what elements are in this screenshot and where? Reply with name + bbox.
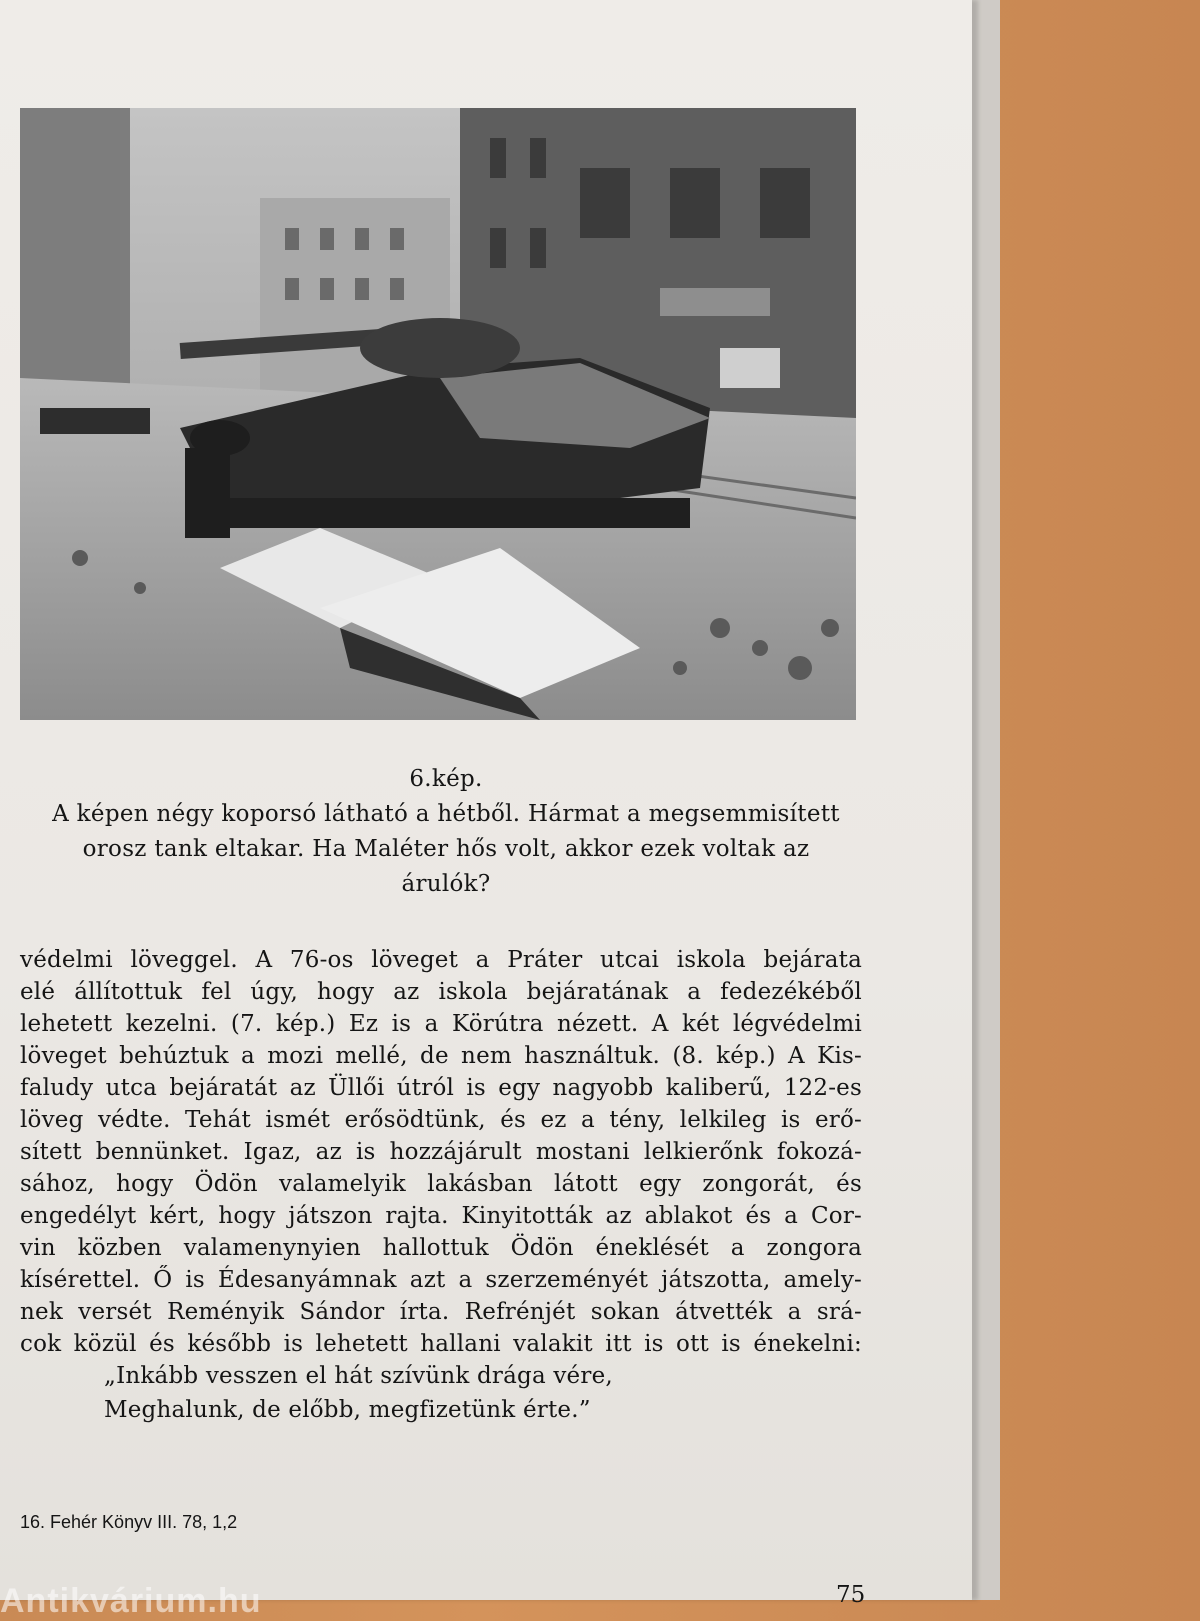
text-line: löveget behúztuk a mozi mellé, de nem használtuk. (8. kép.) A Kis- [20, 1043, 862, 1069]
watermark: Antikvárium.hu [0, 1582, 262, 1620]
historical-photo [20, 108, 856, 720]
text-line: faludy utca bejáratát az Üllői útról is egy nagyobb kaliberű, 122-es [20, 1075, 862, 1101]
body-text [20, 944, 862, 1428]
photo-caption [20, 762, 872, 902]
text-line: védelmi löveggel. A 76-os löveget a Práter utcai iskola bejárata [20, 947, 862, 973]
verse-line: Meghalunk, de előbb, megfizetünk érte.” [104, 1397, 591, 1423]
text-line: vin közben valamenynyien hallottuk Ödön éneklését a zongora [20, 1235, 862, 1261]
text-line: engedélyt kért, hogy játszon rajta. Kinyitották az ablakot és a Cor- [20, 1203, 862, 1229]
text-line: cok közül és később is lehetett hallani valakit itt is ott is énekelni: [20, 1331, 862, 1357]
text-line: elé állítottuk fel úgy, hogy az iskola bejáratának a fedezékéből [20, 979, 862, 1005]
text-line: löveg védte. Tehát ismét erősödtünk, és ez a tény, lelkileg is erő- [20, 1107, 862, 1133]
text-line: lehetett kezelni. (7. kép.) Ez is a Körútra nézett. A két légvédelmi [20, 1011, 862, 1037]
caption-line: orosz tank eltakar. Ha Maléter hős volt, akkor ezek voltak az [82, 836, 810, 862]
caption-line: árulók? [401, 871, 491, 897]
footnote: 16. Fehér Könyv III. 78, 1,2 [20, 1512, 238, 1532]
text-line: sához, hogy Ödön valamelyik lakásban látott egy zongorát, és [20, 1171, 862, 1197]
text-line: sített bennünket. Igaz, az is hozzájárult mostani lelkierőnk fokozá- [20, 1139, 862, 1165]
caption-label: 6.kép. [409, 766, 483, 792]
text-line: nek versét Reményik Sándor írta. Refrénjét sokan átvették a srá- [20, 1299, 862, 1325]
text-line: kísérettel. Ő is Édesanyámnak azt a szerzeményét játszotta, amely- [20, 1267, 862, 1293]
verse-line: „Inkább vesszen el hát szívünk drága vére, [104, 1363, 613, 1389]
caption-line: A képen négy koporsó látható a hétből. Hármat a megsemmisített [52, 801, 840, 827]
page-number: 75 [836, 1582, 866, 1608]
